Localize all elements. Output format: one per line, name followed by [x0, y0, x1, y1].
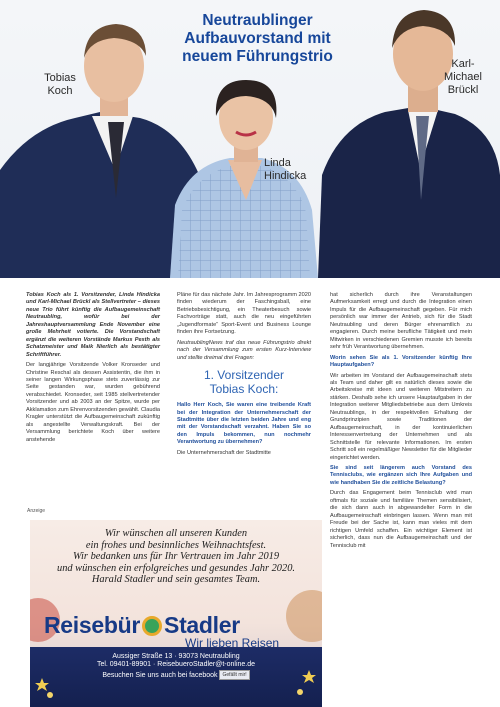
article-paragraph: NeutraublingNews traf das neue Führungstrio direkt nach der Versammlung zum ersten Kurz-Interview und stellte dreimal drei Fragen: [177, 339, 311, 361]
hero-photo [0, 0, 500, 278]
column-1 [26, 292, 160, 447]
interview-subhead: 1. Vorsitzender Tobias Koch: [203, 368, 285, 397]
article-paragraph: Der langjährige Vorsitzende Volker Kronseder und Christine Reschal als dessen Assistentin, die ihm in seiner langen Wirkungsphase stets zuverlässig zur Seite gestanden war, wurden gebührend verabschiedet. Kronseder, seit 1985 stellvertretender Vorsitzender und ab 2003 an der Spitze, wurde per Akklamation zum Ehrenvorsitzenden gewählt. Claudia Kragler unterstützt die Aufbaugemeinschaft zukünftig als angestellte Verwaltungskraft. Bei der Versammlung berichtete Koch über weitere anstehende [26, 362, 160, 443]
advertisement [30, 520, 322, 707]
column-2 [177, 292, 311, 460]
ad-greeting: Wir wünschen all unseren Kunden ein frohes und besinnliches Weihnachtsfest. Wir bedanken uns für Ihr Vertrauen im Jahr 2019 und wünschen ein erfolgreiches und gesundes Jahr 2020. Harald Stadler und sein gesamtes Team. [57, 528, 295, 586]
interview-answer: Wir arbeiten im Vorstand der Aufbaugemeinschaft stets als Team und daher gilt es natürlich dieses sowie die Arbeitskreise mit ideen und weiteren Mitstreitern zu stärken. Deshalb sehe ich unsere Hauptaufgaben in der Integration weiterer Mitgliedsbetriebe aus dem Umkreis Neutraublings, in der respektvollen Erhaltung der Grundprinzipien sowie Traditionen der Aufbaugemeinschaft, in der kontinuierlichen Interessenvertretung der Unternehmen und als Schnittstelle für relevante Informationen. Im ersten Schritt soll ein regelmäßiger Newsletter für die Mitglieder eingerichtet werden. [330, 372, 472, 461]
ad-label: Anzeige [27, 508, 46, 514]
ad-contact: Aussiger Straße 13 · 93073 Neutraubling Tel. 09401-89901 · ReisebueroStadler@t-online.de Besuchen Sie uns auch bei facebook Gefällt mir! [96, 653, 256, 679]
article-intro: Tobias Koch als 1. Vorsitzender, Linda Hindicka und Karl-Michael Brückl als Stellvertreter – dieses neue Trio führt künftig die Aufbaugemeinschaft Neutraubling, wofür bei der Jahreshauptversammlung Ende November eine große Mehrheit votierte. Die Vorstandschaft ergänzt die weiteren Vorstände Markus Pesth als Schatzmeister und Maik Nierlich als bestätigter Schriftführer. [26, 292, 160, 358]
interview-question: Worin sehen Sie als 1. Vorsitzender künftig Ihre Hauptaufgaben? [330, 354, 472, 369]
interview-answer: Die Unternehmerschaft der Stadtmitte [177, 449, 271, 456]
column-3 [330, 292, 472, 553]
article-paragraph: Pläne für das nächste Jahr. Im Jahresprogramm 2020 finden wiederum der Faschingsball, eine Betriebsbesichtigung, ein Theaterbesuch sowie Fachvorträge statt, auch die neu eingeführten „Jugendformate“ Sport-Event und Business Lounge finden ihre Fortsetzung. [177, 292, 311, 336]
globe-icon [142, 616, 162, 636]
article-headline: Neutraublinger Aufbauvorstand mit neuem Führungstrio [182, 12, 333, 65]
interview-answer: hat sicherlich durch ihre Veranstaltungen Aufmerksamkeit erregt und durch die Integration einen Impuls für die Aufbaugemeinschaft gegeben. Für mich persönlich war immer der Antrieb, sich für die Stadt Neutraubling und deren Bürger ehrenamtlich zu engagieren. Durch meine berufliche Tätigkeit und mein Mitwirken in verschiedenen Gremien musste ich bereits sehr früh Verantwortung übernehmen. [330, 292, 472, 351]
interview-question: Sie sind seit längerem auch Vorstand des Tennisclubs, wie ergänzen sich Ihre Aufgaben und wie handhaben Sie die zeitliche Belastung? [330, 464, 472, 486]
facebook-like-button[interactable]: Gefällt mir! [219, 670, 249, 680]
caption-left: Tobias Koch [44, 72, 76, 97]
ad-logo: Reisebür Stadler [44, 612, 240, 638]
caption-right: Karl- Michael Brückl [444, 58, 482, 96]
interview-answer: Durch das Engagement beim Tennisclub wird man oftmals für soziale und familiäre Themen sensibilisiert, die sich dann auch in abgewandelter Form in die Aufbaugemeinschaft einbringen lassen. Wenn man mit Freude bei der Sache ist, kann man vieles mit dem richtigen Umfeld schaffen. Ein wichtiger Element ist sicherlich, dass nun die Aufbaugemeinschaft und der Tennisclub mit [330, 490, 472, 549]
caption-middle: Linda Hindicka [264, 157, 307, 182]
interview-question: Hallo Herr Koch, Sie waren eine treibende Kraft bei der Integration der Unternehmerschaft der Stadtmitte über die letzten beiden Jahre und eng mit der Vorstandschaft verzahnt. Haben Sie so den Impuls bekommen, nun nochmehr Verantwortung zu übernehmen? [177, 402, 311, 446]
ad-slogan: Wir lieben Reisen [185, 636, 280, 650]
